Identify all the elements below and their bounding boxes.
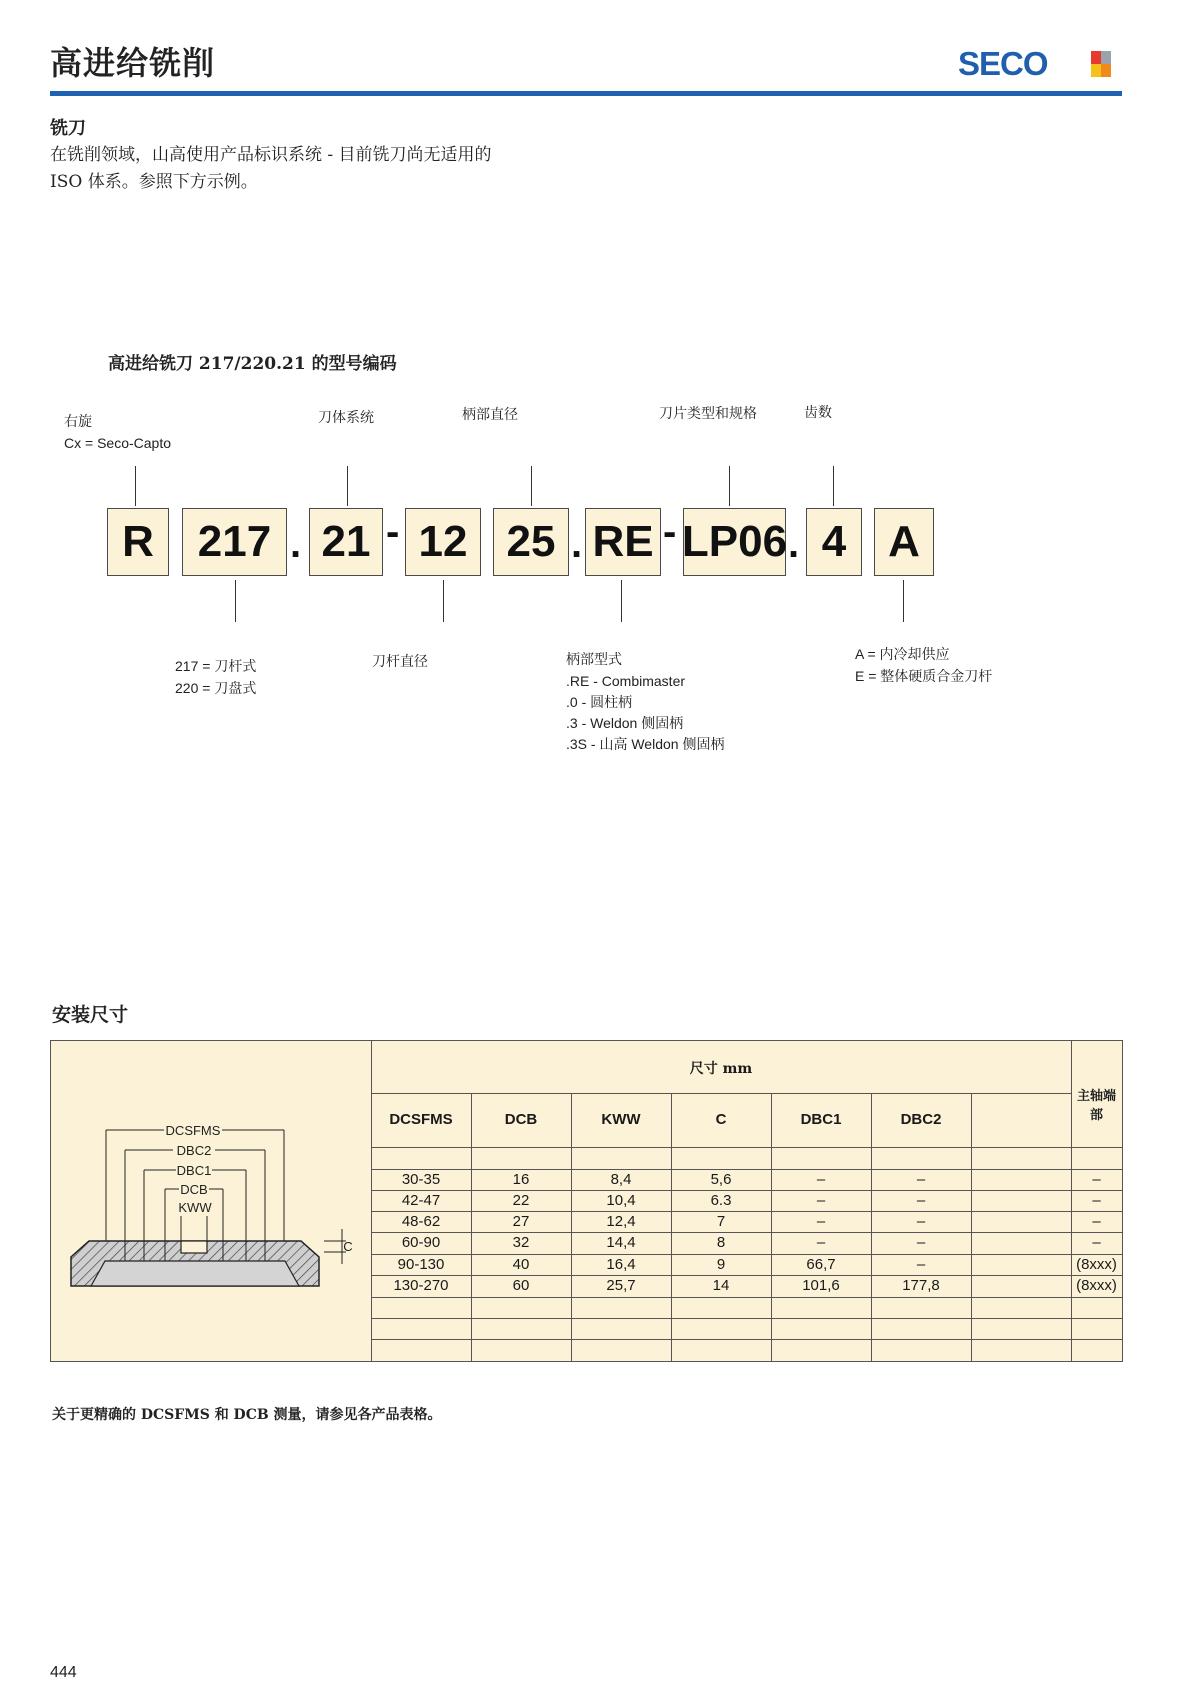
- intro-line-1: 在铣削领域，山高使用产品标识系统 - 目前铣刀尚无适用的: [50, 145, 492, 165]
- table-rule: [371, 1318, 1122, 1319]
- table-rule: [371, 1169, 1122, 1170]
- table-rule: [371, 1275, 1122, 1276]
- intro-heading: 铣刀: [50, 118, 86, 139]
- table-cell: –: [1092, 1171, 1101, 1188]
- leader-body-system: [347, 466, 348, 506]
- code-separator: -: [386, 510, 400, 554]
- header-dbc2: DBC2: [900, 1111, 942, 1128]
- table-cell: 40: [512, 1256, 530, 1273]
- table-cell: (8xxx): [1076, 1256, 1117, 1273]
- leader-teeth: [833, 466, 834, 506]
- label-insert-type: 刀片类型和规格: [659, 406, 757, 422]
- dim-label-dcb: DCB: [180, 1182, 208, 1197]
- code-box-hand: R: [107, 508, 169, 576]
- header-rule: [50, 91, 1122, 96]
- table-cell: 27: [512, 1213, 530, 1230]
- leader-hand: [135, 466, 136, 506]
- table-cell: –: [1092, 1213, 1101, 1230]
- label-style-220: 220 = 刀盘式: [175, 680, 257, 696]
- label-shank-diameter: 柄部直径: [462, 407, 518, 423]
- table-cell: –: [916, 1234, 926, 1251]
- table-cell: 22: [512, 1192, 530, 1209]
- label-shank-type: .3 - Weldon 侧固柄: [566, 715, 684, 731]
- table-cell: 60-90: [401, 1234, 441, 1251]
- table-cell: 6.3: [710, 1192, 732, 1209]
- logo-mark-icon: [1091, 51, 1111, 77]
- table-cell: –: [916, 1213, 926, 1230]
- leader-shank-type: [621, 580, 622, 622]
- dim-label-dcsfms: DCSFMS: [165, 1123, 221, 1138]
- table-cell: 9: [716, 1256, 726, 1273]
- label-teeth: 齿数: [804, 405, 832, 421]
- label-body-system: 刀体系统: [318, 410, 374, 426]
- leader-coolant: [903, 580, 904, 622]
- code-box-body-system: 21: [309, 508, 383, 576]
- code-diagram-heading: 高进给铣刀 217/220.21 的型号编码: [108, 354, 397, 374]
- table-cell: 10,4: [606, 1192, 636, 1209]
- table-cell: –: [816, 1213, 826, 1230]
- table-cell: 12,4: [606, 1213, 636, 1230]
- table-rule: [371, 1339, 1122, 1340]
- table-cell: 7: [716, 1213, 726, 1230]
- table-cell: 16: [512, 1171, 530, 1188]
- code-box-shank-dia: 12: [405, 508, 481, 576]
- table-rule: [371, 1147, 1122, 1148]
- group-header-dimensions: 尺寸 mm: [689, 1061, 753, 1077]
- table-cell: –: [1092, 1192, 1101, 1209]
- table-divider: [971, 1093, 972, 1361]
- table-rule: [371, 1254, 1122, 1255]
- table-rule: [371, 1211, 1122, 1212]
- table-cell: 8: [716, 1234, 726, 1251]
- table-cell: 25,7: [606, 1277, 636, 1294]
- label-coolant-a: A = 内冷却供应: [855, 646, 950, 662]
- table-rule: [371, 1190, 1122, 1191]
- header-kww: KWW: [601, 1111, 641, 1128]
- table-cell: 48-62: [401, 1213, 441, 1230]
- logo-text: SECO: [958, 45, 1048, 82]
- code-box-insert-type: LP06: [683, 508, 786, 576]
- dim-label-dbc1: DBC1: [176, 1163, 212, 1178]
- table-cell: 177,8: [902, 1277, 940, 1294]
- page-title: 高进给铣削: [50, 44, 216, 82]
- label-coolant-e: E = 整体硬质合金刀杆: [855, 668, 993, 684]
- seco-logo: [958, 44, 1113, 84]
- leader-insert-type: [729, 466, 730, 506]
- code-box-teeth: 4: [806, 508, 862, 576]
- drive-key: [181, 1241, 207, 1253]
- mounting-drawing: [61, 1081, 371, 1306]
- table-cell: 14,4: [606, 1234, 636, 1251]
- label-shank-type-title: 柄部型式: [566, 652, 622, 668]
- table-cell: –: [816, 1234, 826, 1251]
- leader-shank-diameter: [531, 466, 532, 506]
- table-cell: 5,6: [710, 1171, 732, 1188]
- header-dcb: DCB: [504, 1111, 538, 1128]
- label-capto: Cx = Seco-Capto: [64, 435, 171, 451]
- label-style-217: 217 = 刀杆式: [175, 658, 257, 674]
- table-cell: 60: [512, 1277, 530, 1294]
- dim-label-c: C: [343, 1239, 353, 1254]
- label-shank-type: .3S - 山高 Weldon 侧固柄: [566, 736, 725, 752]
- code-separator: .: [290, 522, 302, 566]
- table-cell: 32: [512, 1234, 530, 1251]
- code-box-shank-diameter: 25: [493, 508, 569, 576]
- table-cell: –: [1092, 1234, 1101, 1251]
- table-cell: 8,4: [610, 1171, 632, 1188]
- table-cell: –: [816, 1171, 826, 1188]
- leader-shank-dia: [443, 580, 444, 622]
- label-shank-dia: 刀杆直径: [372, 654, 428, 670]
- intro-line-2: ISO 体系。参照下方示例。: [50, 172, 258, 192]
- code-box-style: 217: [182, 508, 287, 576]
- table-cell: 90-130: [397, 1256, 445, 1273]
- table-cell: 30-35: [401, 1171, 441, 1188]
- dim-label-kww: KWW: [178, 1200, 212, 1215]
- table-rule: [371, 1297, 1122, 1298]
- table-rule: [371, 1093, 1071, 1094]
- table-cell: 101,6: [802, 1277, 840, 1294]
- header-dbc1: DBC1: [800, 1111, 842, 1128]
- leader-style: [235, 580, 236, 622]
- table-cell: (8xxx): [1076, 1277, 1117, 1294]
- code-separator: -: [663, 510, 677, 554]
- label-hand: 右旋: [64, 414, 92, 430]
- table-cell: 130-270: [393, 1277, 449, 1294]
- dim-label-dbc2: DBC2: [176, 1143, 212, 1158]
- table-cell: 42-47: [401, 1192, 441, 1209]
- table-cell: –: [916, 1171, 926, 1188]
- label-shank-type: .RE - Combimaster: [566, 673, 686, 689]
- code-box-coolant: A: [874, 508, 934, 576]
- table-cell: 66,7: [806, 1256, 836, 1273]
- table-cell: –: [816, 1192, 826, 1209]
- table-cell: 16,4: [606, 1256, 636, 1273]
- label-shank-type: .0 - 圆柱柄: [566, 694, 633, 710]
- table-cell: 14: [712, 1277, 730, 1294]
- mounting-heading: 安装尺寸: [52, 1004, 129, 1026]
- code-box-shank-type: RE: [585, 508, 661, 576]
- mounting-dimension-table: [50, 1040, 1123, 1362]
- header-c: C: [715, 1111, 727, 1128]
- footnote: 关于更精确的 DCSFMS 和 DCB 测量，请参见各产品表格。: [52, 1407, 442, 1423]
- code-separator: .: [788, 522, 800, 566]
- table-cell: –: [916, 1192, 926, 1209]
- table-cell: –: [916, 1256, 926, 1273]
- spindle-bore: [91, 1261, 299, 1286]
- header-dcsfms: DCSFMS: [389, 1111, 453, 1128]
- table-rule: [371, 1232, 1122, 1233]
- code-separator: .: [571, 522, 583, 566]
- page-number: 444: [50, 1664, 77, 1681]
- header-spindle: 主轴端部: [1076, 1089, 1116, 1123]
